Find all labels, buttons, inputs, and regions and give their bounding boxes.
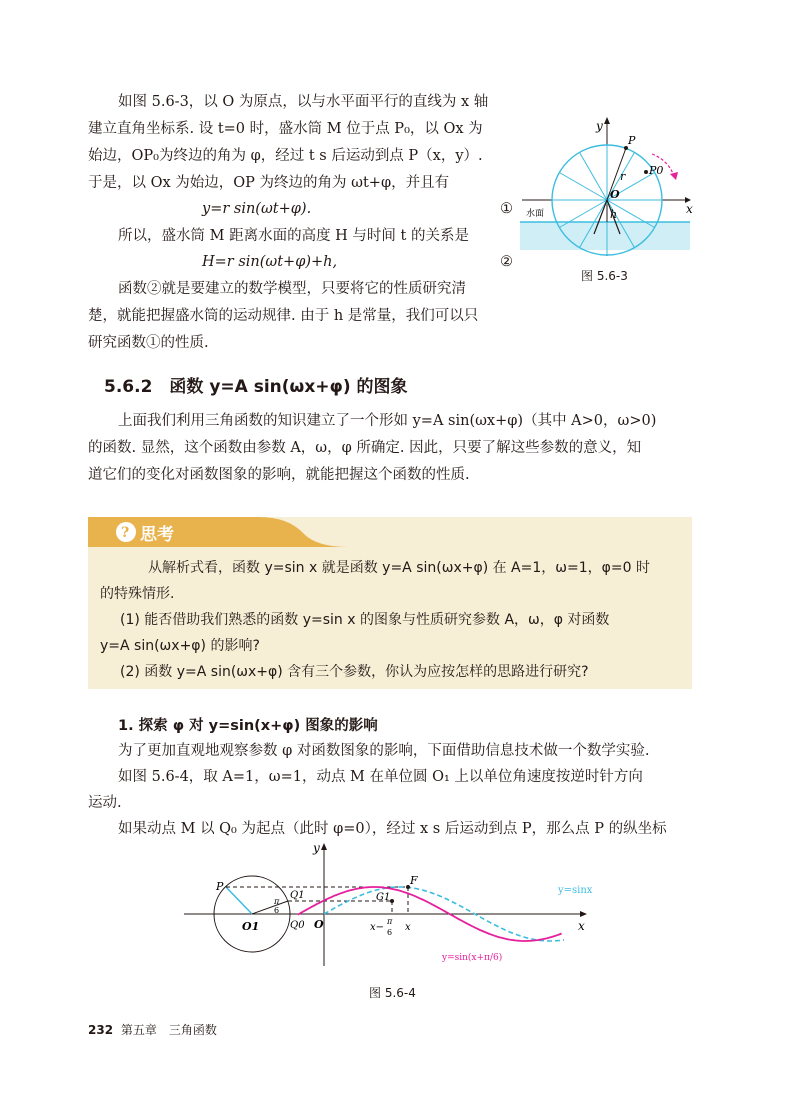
explore-title: 1. 探索 φ 对 y=sin(x+φ) 图象的影响 <box>118 718 378 734</box>
section-title: 5.6.2 函数 y=A sin(ωx+φ) 的图象 <box>104 377 408 397</box>
intro-line: 函数②就是要建立的数学模型，只要将它的性质研究清 <box>118 281 466 297</box>
label-r: r <box>620 170 626 183</box>
intro-line: 所以，盛水筒 M 距离水面的高度 H 与时间 t 的关系是 <box>118 228 469 244</box>
think-line: (1) 能否借助我们熟悉的函数 y=sin x 的图象与性质研究参数 A，ω，φ 对函数 <box>120 612 610 628</box>
label-G1: G1 <box>376 892 391 903</box>
svg-text:?: ? <box>121 525 130 541</box>
intro-line: 建立直角坐标系. 设 t=0 时，盛水筒 M 位于点 P₀，以 Ox 为 <box>88 121 483 137</box>
think-line: (2) 函数 y=A sin(ωx+φ) 含有三个参数，你认为应按怎样的思路进行研究? <box>120 664 589 680</box>
think-label: 思考 <box>140 525 174 545</box>
think-line: 的特殊情形. <box>100 586 175 602</box>
label-angle-pi: π <box>274 897 280 906</box>
section-para-line: 的函数. 显然，这个函数由参数 A，ω，φ 所确定. 因此，只要了解这些参数的意义，知 <box>88 440 642 456</box>
page-number: 232 <box>88 1023 114 1037</box>
intro-line: 楚，就能把握盛水筒的运动规律. 由于 h 是常量，我们可以只 <box>88 308 479 324</box>
label-x-tick: x <box>405 922 411 933</box>
label-P: P <box>628 134 636 147</box>
label-Q1: Q1 <box>290 890 305 901</box>
equation-marker-2: ② <box>500 254 513 270</box>
label-x-minus-pi: π <box>387 917 393 926</box>
page-footer <box>88 1021 217 1038</box>
wheel-spoke <box>580 152 608 200</box>
label-sinx: y=sinx <box>558 885 593 896</box>
label-O1: O1 <box>242 920 260 933</box>
label-sinxphi: y=sin(x+π/6) <box>442 953 503 963</box>
label-Q0: Q0 <box>290 920 305 931</box>
radius-O1Q1 <box>252 901 288 914</box>
chapter-name: 第五章 三角函数 <box>120 1023 217 1037</box>
equation-2: H=r sin(ωt+φ)+h, <box>202 254 338 270</box>
rotation-arrowhead <box>670 172 678 180</box>
intro-line: 如图 5.6-3，以 O 为原点，以与水平面平行的直线为 x 轴 <box>118 94 489 110</box>
label-F: F <box>410 874 418 887</box>
figure-sine-shift <box>180 840 600 970</box>
label-O: O <box>314 918 324 931</box>
think-box <box>88 517 692 689</box>
figure1-caption: 图 5.6-3 <box>581 269 628 283</box>
figure-water-wheel <box>520 116 700 256</box>
equation-marker-1: ① <box>500 201 513 217</box>
y-axis-arrow <box>321 843 327 850</box>
label-y: y <box>313 841 320 855</box>
x-axis-arrow <box>580 911 587 917</box>
think-line: y=A sin(ωx+φ) 的影响? <box>100 638 260 654</box>
y-axis-arrow <box>604 117 610 124</box>
label-x-minus: x− <box>370 922 385 933</box>
label-h: h <box>610 208 618 221</box>
label-water: 水面 <box>526 209 545 219</box>
intro-line: 于是，以 Ox 为始边，OP 为终边的角为 ωt+φ，并且有 <box>88 175 450 191</box>
equation-1: y=r sin(ωt+φ). <box>202 201 312 217</box>
figure2-caption: 图 5.6-4 <box>369 986 416 1000</box>
think-line: 从解析式看，函数 y=sin x 就是函数 y=A sin(ωx+φ) 在 A=1，ω=1，φ=0 时 <box>148 560 650 576</box>
wheel-spoke <box>559 173 607 201</box>
label-y: y <box>596 119 603 133</box>
label-angle-six: 6 <box>274 906 280 915</box>
think-header-bar <box>88 517 692 547</box>
radius-O1P <box>226 887 252 914</box>
explore-line: 为了更加直观地观察参数 φ 对函数图象的影响，下面借助信息技术做一个数学实验. <box>118 743 650 759</box>
water-surface <box>520 222 690 250</box>
intro-line: 研究函数①的性质. <box>88 335 209 351</box>
label-P: P <box>216 880 224 893</box>
explore-line: 如图 5.6-4，取 A=1，ω=1，动点 M 在单位圆 O₁ 上以单位角速度按逆时针方向 <box>118 769 643 785</box>
label-x: x <box>578 919 585 933</box>
point-G1 <box>390 899 394 903</box>
section-para-line: 上面我们利用三角函数的知识建立了一个形如 y=A sin(ωx+φ)（其中 A>0，ω>0) <box>118 413 657 429</box>
intro-line: 始边，OP₀为终边的角为 φ，经过 t s 后运动到点 P（x，y）. <box>88 148 483 164</box>
label-P0: P0 <box>649 164 664 177</box>
label-x-minus-six: 6 <box>387 928 393 937</box>
label-O: O <box>610 188 620 201</box>
section-para-line: 道它们的变化对函数图象的影响，就能把握这个函数的性质. <box>88 467 470 483</box>
label-x: x <box>686 202 693 216</box>
explore-line: 运动. <box>88 795 122 811</box>
point-P0 <box>644 170 648 174</box>
explore-line: 如果动点 M 以 Q₀ 为起点（此时 φ=0），经过 x s 后运动到点 P，那么点 P 的纵坐标 <box>118 821 667 837</box>
